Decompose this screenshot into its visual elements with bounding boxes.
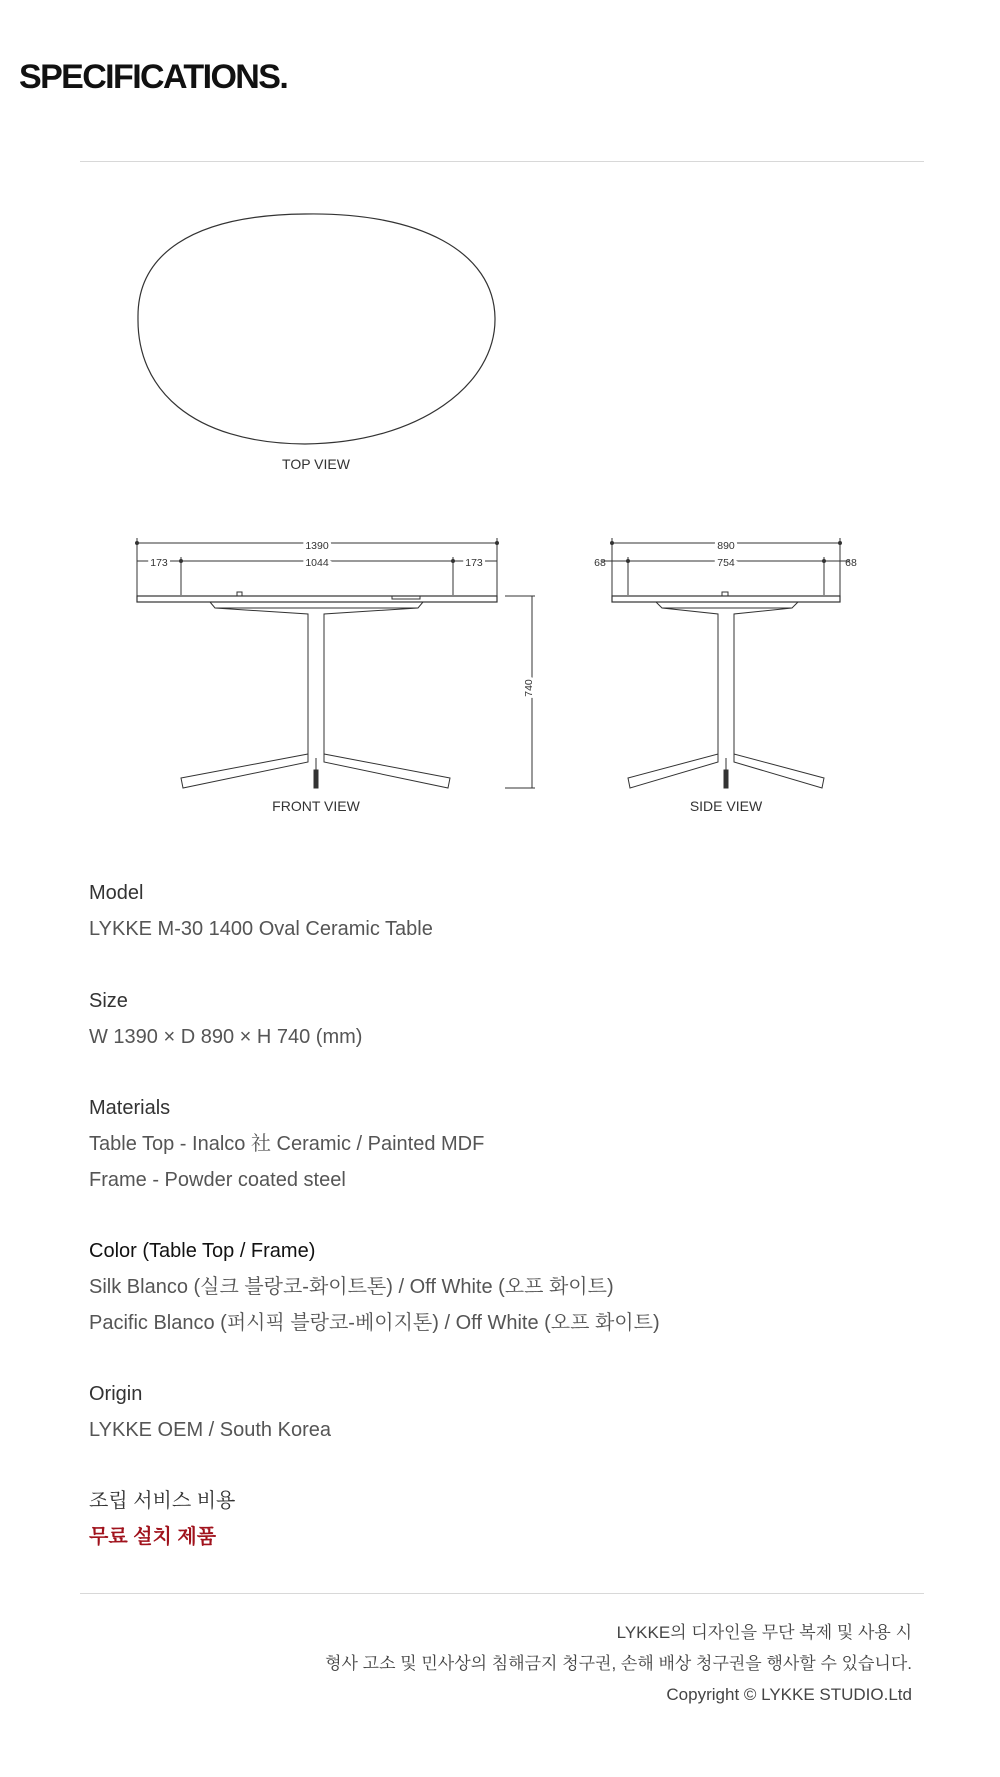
footer-line-1: LYKKE의 디자인을 무단 복제 및 사용 시 [616,1623,912,1642]
spec-materials-label: Materials [89,1097,171,1119]
top-view-drawing [138,214,495,444]
spec-color [89,1233,660,1341]
side-dim-overall: 890 [717,540,735,552]
spec-model-value: LYKKE M-30 1400 Oval Ceramic Table [89,918,433,940]
front-dim-right: 173 [465,557,483,569]
footer-copyright: Copyright © LYKKE STUDIO.Ltd [666,1685,912,1704]
spec-materials-frame: Frame - Powder coated steel [89,1169,346,1191]
bottom-divider [80,1593,924,1594]
page-title: SPECIFICATIONS. [19,58,288,96]
spec-size-label: Size [89,990,128,1012]
top-view-label: TOP VIEW [282,456,350,472]
front-dim-middle: 1044 [305,557,329,569]
spec-assembly-label: 조립 서비스 비용 [89,1490,236,1512]
side-dim-right: 68 [845,557,857,569]
spec-model-label: Model [89,882,144,904]
side-view-label: SIDE VIEW [689,798,763,814]
spec-color-option-1: Silk Blanco (실크 블랑코-화이트톤) / Off White (오프 화이트) [89,1276,614,1298]
front-dim-left: 173 [150,557,168,569]
side-view-drawing [602,538,850,788]
front-view-drawing [136,538,536,788]
spec-origin-label: Origin [89,1383,143,1405]
spec-assembly [89,1483,235,1555]
front-dim-height: 740 [523,679,535,697]
spec-size-value: W 1390 × D 890 × H 740 (mm) [89,1026,363,1048]
spec-materials-table-top: Table Top - Inalco 社 Ceramic / Painted MDF [89,1133,485,1155]
side-dim-left: 68 [594,557,606,569]
spec-model [89,875,433,947]
footer-line-2: 형사 고소 및 민사상의 침해금지 청구권, 손해 배상 청구권을 행사할 수 있습니다. [325,1654,912,1673]
spec-materials [89,1090,484,1198]
spec-color-label: Color (Table Top / Frame) [89,1240,316,1262]
side-dim-middle: 754 [717,557,735,569]
spec-origin [89,1376,331,1448]
spec-color-option-2: Pacific Blanco (퍼시픽 블랑코-베이지톤) / Off White (오프 화이트) [89,1312,660,1334]
front-view-label: FRONT VIEW [272,798,360,814]
spec-drawings [0,0,1000,840]
spec-origin-value: LYKKE OEM / South Korea [89,1419,331,1441]
spec-size [89,983,362,1055]
footer-notice [325,1617,912,1710]
front-dim-overall: 1390 [305,540,329,552]
spec-assembly-value: 무료 설치 제품 [89,1526,217,1548]
